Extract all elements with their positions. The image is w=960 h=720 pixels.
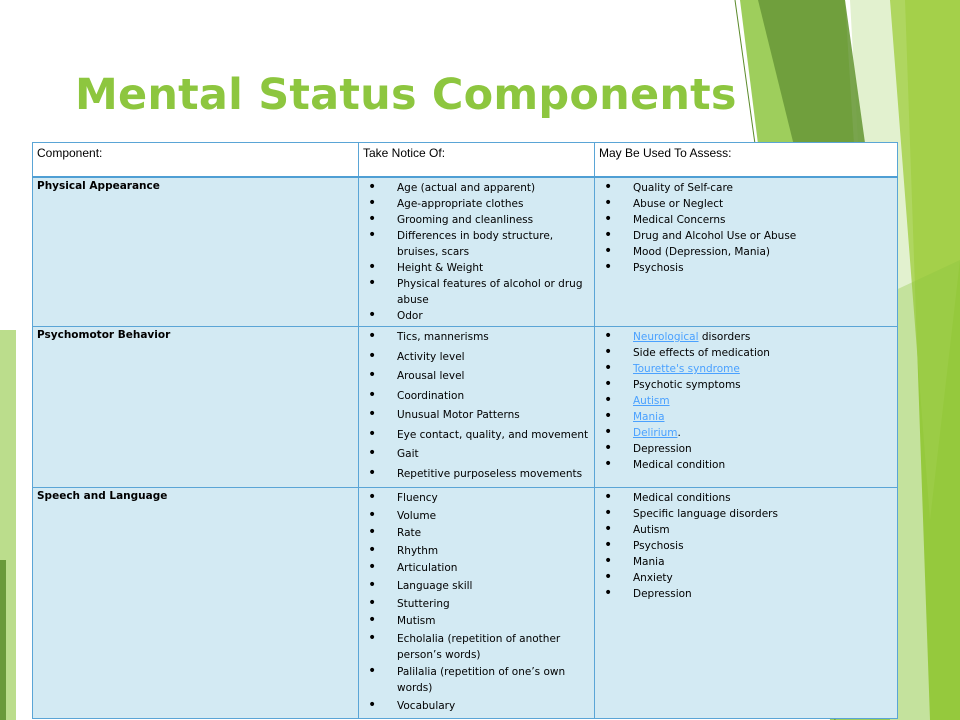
assess-cell — [595, 488, 898, 719]
list-item: • Unusual Motor Patterns — [363, 407, 590, 423]
list-item — [599, 425, 893, 441]
list-item: • Palilalia (repetition of one’s own words) — [363, 664, 590, 696]
table-header-row — [33, 143, 898, 178]
list-item: • Language skill — [363, 578, 590, 594]
list-item: • Age (actual and apparent) — [363, 180, 590, 196]
header-may-be-used-to-assess: May Be Used To Assess: — [595, 143, 898, 178]
assess-list — [599, 490, 893, 602]
header-component: Component: — [33, 143, 359, 178]
notice-cell — [359, 327, 595, 488]
list-item: • Activity level — [363, 349, 590, 365]
list-item: • Side effects of medication — [599, 345, 893, 361]
list-item: • Depression — [599, 441, 893, 457]
list-item: • Volume — [363, 508, 590, 524]
list-item: • Articulation — [363, 560, 590, 576]
list-item: • Medical Concerns — [599, 212, 893, 228]
neurological-suffix: disorders — [698, 331, 751, 343]
list-item — [599, 393, 893, 409]
component-psychomotor-behavior: Psychomotor Behavior — [33, 327, 359, 488]
list-item: • Eye contact, quality, and movement — [363, 427, 590, 443]
list-item: • Rhythm — [363, 543, 590, 559]
list-item: • Medical conditions — [599, 490, 893, 506]
list-item: • Gait — [363, 446, 590, 462]
delirium-suffix: . — [677, 427, 681, 439]
table-row — [33, 488, 898, 719]
table-row — [33, 327, 898, 488]
notice-cell — [359, 488, 595, 719]
tourettes-syndrome-link[interactable]: Tourette's syndrome — [633, 363, 740, 375]
list-item: • Repetitive purposeless movements — [363, 466, 590, 482]
page-title: Mental Status Components — [75, 70, 737, 120]
list-item: • Drug and Alcohol Use or Abuse — [599, 228, 893, 244]
list-item: • Arousal level — [363, 368, 590, 384]
autism-link[interactable]: Autism — [633, 395, 670, 407]
list-item: • Tics, mannerisms — [363, 329, 590, 345]
list-item: • Specific language disorders — [599, 506, 893, 522]
table-row — [33, 177, 898, 327]
component-speech-and-language: Speech and Language — [33, 488, 359, 719]
list-item — [599, 329, 893, 345]
list-item: • Stuttering — [363, 596, 590, 612]
assess-list — [599, 180, 893, 276]
assess-cell — [595, 177, 898, 327]
list-item: • Psychosis — [599, 260, 893, 276]
list-item: • Odor — [363, 308, 590, 324]
list-item: • Coordination — [363, 388, 590, 404]
list-item: • Anxiety — [599, 570, 893, 586]
delirium-link[interactable]: Delirium — [633, 427, 678, 439]
notice-list — [363, 490, 590, 714]
assess-cell — [595, 327, 898, 488]
component-physical-appearance: Physical Appearance — [33, 177, 359, 327]
list-item: • Differences in body structure, bruises, scars — [363, 228, 590, 260]
mental-status-table — [32, 142, 898, 719]
notice-list — [363, 180, 590, 324]
list-item — [599, 409, 893, 425]
list-item: • Quality of Self-care — [599, 180, 893, 196]
list-item: • Fluency — [363, 490, 590, 506]
list-item: • Mood (Depression, Mania) — [599, 244, 893, 260]
mania-link[interactable]: Mania — [633, 411, 665, 423]
notice-cell — [359, 177, 595, 327]
notice-list — [363, 329, 590, 482]
neurological-link[interactable]: Neurological — [633, 331, 699, 343]
list-item: • Vocabulary — [363, 698, 590, 714]
list-item: • Autism — [599, 522, 893, 538]
list-item: • Mania — [599, 554, 893, 570]
list-item: • Depression — [599, 586, 893, 602]
assess-list — [599, 329, 893, 473]
list-item: • Age-appropriate clothes — [363, 196, 590, 212]
list-item: • Psychosis — [599, 538, 893, 554]
list-item: • Physical features of alcohol or drug abuse — [363, 276, 590, 308]
list-item: • Grooming and cleanliness — [363, 212, 590, 228]
list-item: • Height & Weight — [363, 260, 590, 276]
list-item: • Psychotic symptoms — [599, 377, 893, 393]
list-item: • Medical condition — [599, 457, 893, 473]
list-item: • Abuse or Neglect — [599, 196, 893, 212]
list-item: • Rate — [363, 525, 590, 541]
list-item: • Echolalia (repetition of another person’s words) — [363, 631, 590, 663]
list-item — [599, 361, 893, 377]
header-take-notice-of: Take Notice Of: — [359, 143, 595, 178]
list-item: • Mutism — [363, 613, 590, 629]
